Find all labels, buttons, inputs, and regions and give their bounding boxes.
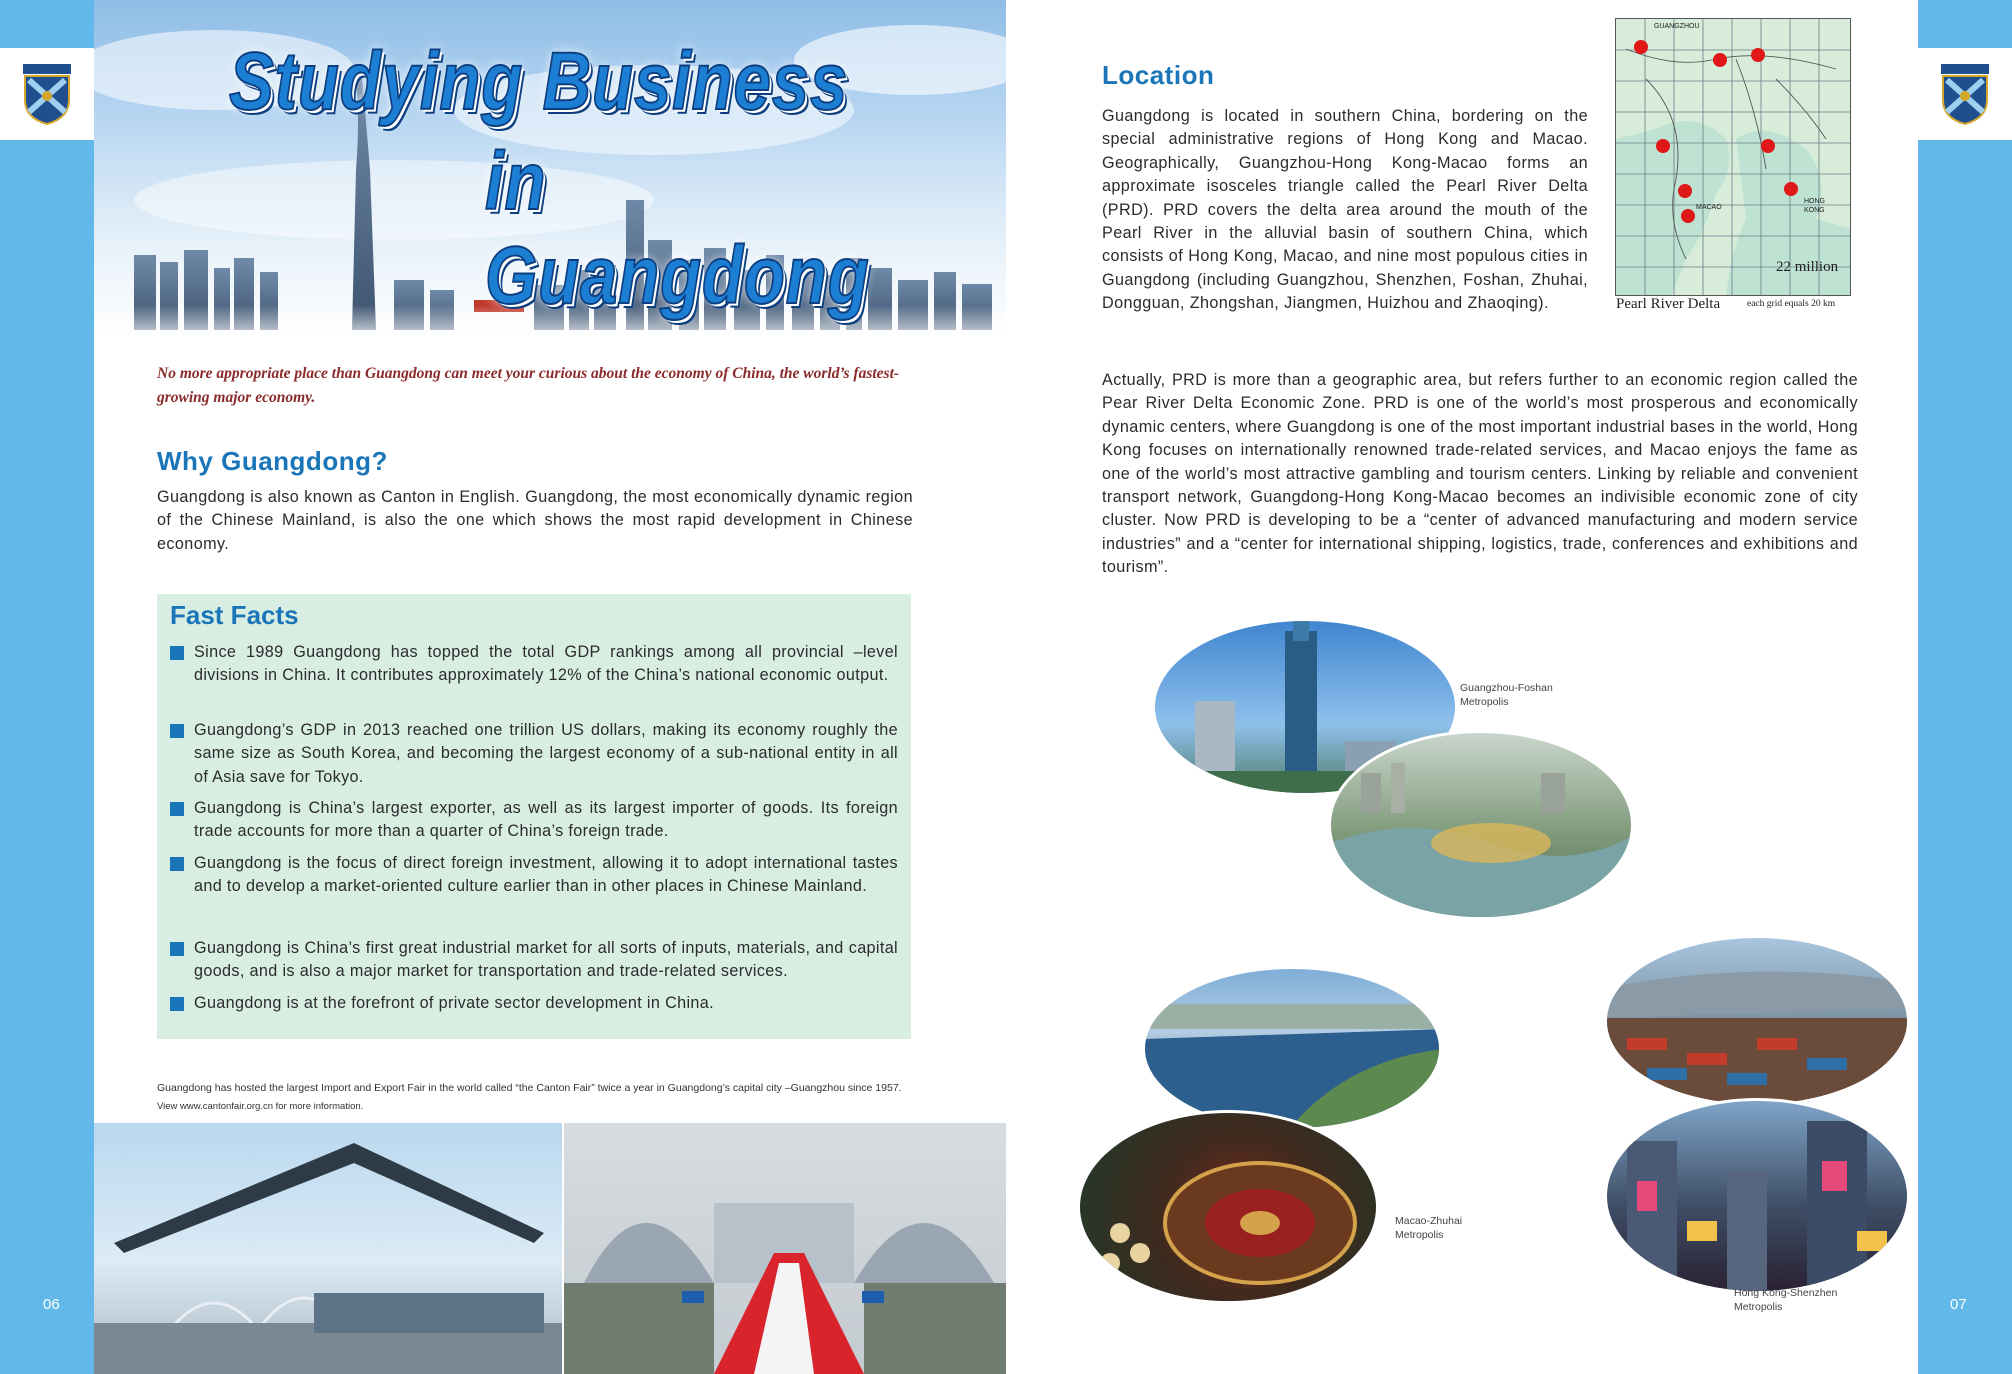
map-label-hong-kong: HONG KONG <box>1804 198 1825 214</box>
university-crest-icon <box>19 62 75 126</box>
exhibition-hall-illustration <box>94 1123 562 1374</box>
canton-fair-photo-2 <box>564 1123 1006 1374</box>
map-label-guangzhou: GUANGZHOU <box>1654 23 1700 30</box>
foshan-river-photo <box>1328 730 1634 920</box>
why-guangdong-heading: Why Guangdong? <box>157 446 388 476</box>
caption-guangzhou-foshan: Guangzhou-Foshan Metropolis <box>1460 682 1553 708</box>
hero-title-line1: Studying Business <box>229 36 849 127</box>
caption-macao-zhuhai: Macao-Zhuhai Metropolis <box>1395 1215 1463 1241</box>
hong-kong-street-photo <box>1604 1098 1910 1294</box>
canton-fair-footnote: Guangdong has hosted the largest Import and Export Fair in the world called “the Canton Fair” twice a year in Guangdong’s capital city –Guangzhou since 1957. View www.cantonfair.org.cn for more information. <box>157 1082 902 1112</box>
left-side-band <box>0 0 94 1374</box>
location-heading: Location <box>1102 60 1215 90</box>
prd-economic-zone-body: Actually, PRD is more than a geographic area, but refers further to an economic region called the Pear River Delta Economic Zone. PRD is one of the world’s most prosperous and economically dynamic centers, where Guangdong is one of the most important industrial bases in the world, Hong Kong focuses on internationally renowned trade-related services, and Macao enjoys the fame as one of the world’s most attractive gambling and tourism centers. Linking by reliable and convenient transport network, Guangdong-Hong Kong-Macao becomes an indivisible economic zone of city cluster. Now PRD is developing to be a “center of advanced manufacturing and modern service industries” and a “center for international shipping, logistics, trade, conferences and exhibitions and tourism”. <box>1102 371 1858 577</box>
university-crest-icon <box>1937 62 1993 126</box>
roulette-wheel-illustration <box>1080 1113 1379 1304</box>
fact-item: Guangdong is the focus of direct foreign investment, allowing it to adopt international tastes and to develop a market-oriented culture earlier than in other places in Chinese Mainland. <box>170 852 898 899</box>
city-street-illustration <box>1607 1101 1910 1294</box>
hero-banner <box>94 0 1006 345</box>
canton-fair-photo-1 <box>94 1123 562 1374</box>
square-bullet-icon <box>170 997 184 1011</box>
city-marker-icon <box>1656 139 1670 153</box>
map-grid-illustration <box>1616 19 1851 296</box>
square-bullet-icon <box>170 646 184 660</box>
canton-fair-link[interactable]: View www.cantonfair.org.cn for more information. <box>157 1101 364 1112</box>
fast-facts-heading: Fast Facts <box>170 600 299 630</box>
square-bullet-icon <box>170 724 184 738</box>
pearl-river-delta-map <box>1615 18 1851 296</box>
city-marker-icon <box>1784 182 1798 196</box>
map-population-label: 22 million <box>1776 259 1839 275</box>
zhuhai-coast-photo <box>1142 966 1442 1131</box>
right-side-band <box>1918 0 2012 1374</box>
page-number-right: 07 <box>1950 1296 1967 1313</box>
map-caption: Pearl River Delta <box>1616 296 1721 312</box>
fact-item: Guangdong is at the forefront of private sector development in China. <box>170 992 898 1015</box>
hero-title-line2: in Guangdong <box>485 136 870 321</box>
map-grid-note: each grid equals 20 km <box>1747 299 1836 309</box>
caption-hong-kong-shenzhen: Hong Kong-Shenzhen Metropolis <box>1734 1287 1838 1313</box>
fact-item: Since 1989 Guangdong has topped the total GDP rankings among all provincial –level divisions in China. It contributes approximately 12% of the China’s national economic output. <box>170 641 898 688</box>
fast-facts-box <box>157 594 911 1039</box>
fact-item: Guangdong is China’s largest exporter, as well as its largest importer of goods. Its foreign trade accounts for more than a quarter of China’s foreign trade. <box>170 797 898 844</box>
city-marker-icon <box>1761 139 1775 153</box>
city-marker-icon <box>1681 209 1695 223</box>
city-marker-icon <box>1713 53 1727 67</box>
page-number-left: 06 <box>43 1296 60 1313</box>
location-body: Guangdong is located in southern China, bordering on the special administrative regions of Hong Kong and Macao. Geographically, Guangzhou-Hong Kong-Macao forms an approximate isosceles triangle called the Pearl River Delta (PRD). PRD covers the delta area around the mouth of the Pearl River in the alluvial basin of southern China, which consists of Hong Kong, Macao, and nine most populous cities in Guangdong (including Guangzhou, Shenzhen, Foshan, Zhuhai, Dongguan, Zhongshan, Jiangmen, Huizhou and Zhaoqing). <box>1102 107 1588 313</box>
map-label-macao: MACAO <box>1696 204 1722 211</box>
city-marker-icon <box>1634 40 1648 54</box>
square-bullet-icon <box>170 942 184 956</box>
shenzhen-port-photo <box>1604 935 1910 1107</box>
exhibition-entrance-illustration <box>564 1123 1006 1374</box>
container-port-illustration <box>1607 938 1910 1107</box>
fact-item: Guangdong’s GDP in 2013 reached one trillion US dollars, making its economy roughly the same size as South Korea, and becoming the largest economy of a sub-national entity in all of Asia save for Tokyo. <box>170 719 898 789</box>
macao-casino-photo <box>1077 1110 1379 1304</box>
intro-paragraph: No more appropriate place than Guangdong can meet your curious about the economy of China, the world’s fastest-growing major economy. <box>157 365 900 406</box>
river-city-illustration <box>1331 733 1634 920</box>
left-crest-box <box>0 48 94 140</box>
coastline-illustration <box>1145 969 1442 1131</box>
right-crest-box <box>1918 48 2012 140</box>
fact-item: Guangdong is China’s first great industrial market for all sorts of inputs, materials, and capital goods, and is also a major market for transportation and trade-related services. <box>170 937 898 984</box>
city-marker-icon <box>1678 184 1692 198</box>
square-bullet-icon <box>170 857 184 871</box>
why-guangdong-body: Guangdong is also known as Canton in English. Guangdong, the most economically dynamic region of the Chinese Mainland, is also the one which shows the most rapid development in Chinese economy. <box>157 488 913 553</box>
square-bullet-icon <box>170 802 184 816</box>
city-marker-icon <box>1751 48 1765 62</box>
